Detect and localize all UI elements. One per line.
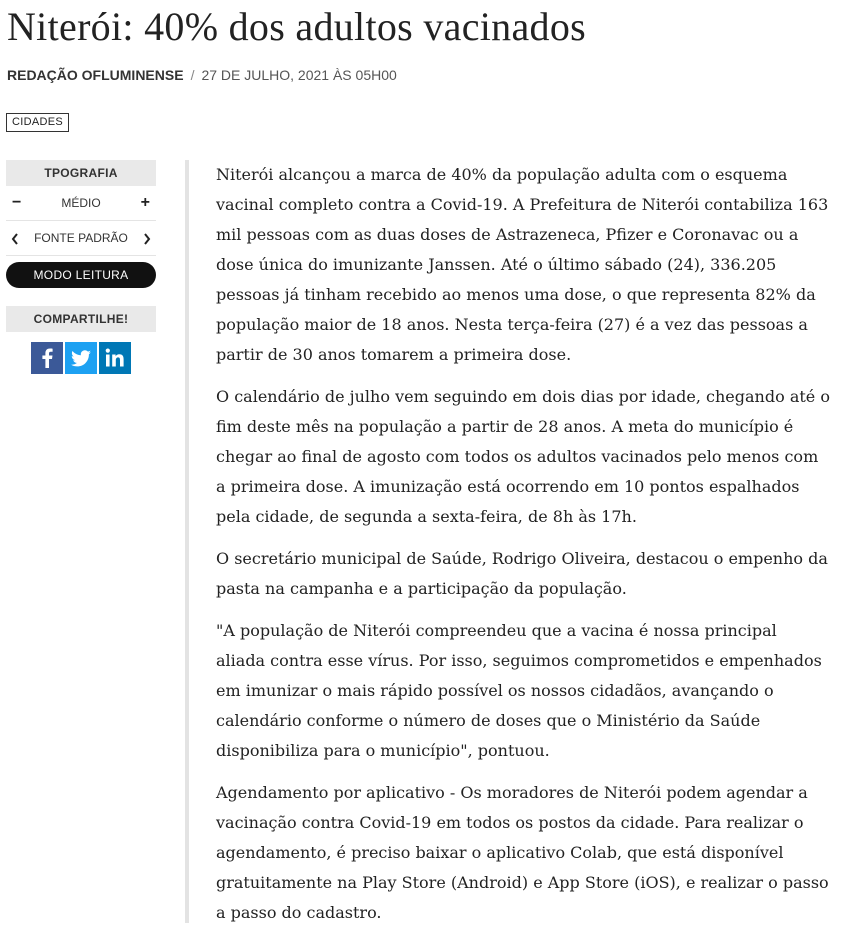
twitter-icon [65, 342, 97, 374]
chevron-right-icon [143, 233, 151, 245]
font-family-value: FONTE PADRÃO [34, 231, 128, 245]
article-paragraph: Niterói alcançou a marca de 40% da população adulta com o esquema vacinal completo contra a Covid-19. A Prefeitura de Niterói contabiliza 163 mil pessoas com as duas doses de Astrazeneca, Pfizer e Coronavac ou a dose única do imunizante Janssen. Até o último sábado (24), 336.205 pessoas já tinham recebido ao menos uma dose, o que representa 82% da população maior de 18 anos. Nesta terça-feira (27) é a vez das pessoas a partir de 30 anos tomarem a primeira dose. [216, 165, 829, 364]
font-size-decrease-button[interactable]: − [12, 194, 22, 211]
facebook-share-button[interactable] [31, 342, 63, 374]
font-size-increase-button[interactable]: + [140, 194, 150, 211]
font-prev-button[interactable] [11, 221, 19, 255]
font-next-button[interactable] [143, 221, 151, 255]
column-divider [185, 160, 189, 923]
article-body [216, 160, 830, 940]
category-tag[interactable]: CIDADES [6, 113, 69, 132]
typography-header: TPOGRAFIA [6, 160, 156, 186]
font-size-value: MÉDIO [61, 196, 101, 210]
font-family-control [6, 221, 156, 256]
article-paragraph: O secretário municipal de Saúde, Rodrigo Oliveira, destacou o empenho da pasta na campanha e a participação da população. [216, 549, 828, 598]
byline-separator: / [190, 67, 195, 83]
reading-mode-button[interactable]: MODO LEITURA [6, 262, 156, 288]
social-share-buttons [6, 342, 156, 374]
facebook-icon [31, 342, 63, 374]
linkedin-icon [99, 342, 131, 374]
font-size-control [6, 186, 156, 221]
byline [7, 66, 397, 84]
article-title: Niterói: 40% dos adultos vacinados [7, 4, 586, 49]
article-paragraph: O calendário de julho vem seguindo em dois dias por idade, chegando até o fim deste mês na população a partir de 28 anos. A meta do município é chegar ao final de agosto com todos os adultos vacinados pelo menos com a primeira dose. A imunização está ocorrendo em 10 pontos espalhados pela cidade, de segunda a sexta-feira, de 8h às 17h. [216, 387, 830, 526]
author-link[interactable]: REDAÇÃO OFLUMINENSE [7, 67, 184, 83]
article-paragraph: "A população de Niterói compreendeu que a vacina é nossa principal aliada contra esse vírus. Por isso, seguimos comprometidos e empenhados em imunizar o mais rápido possível os nossos cidadãos, avançando o calendário conforme o número de doses que o Ministério da Saúde disponibiliza para o município", pontuou. [216, 621, 822, 760]
twitter-share-button[interactable] [65, 342, 97, 374]
chevron-left-icon [11, 233, 19, 245]
sidebar [6, 160, 156, 374]
linkedin-share-button[interactable] [99, 342, 131, 374]
publish-date: 27 DE JULHO, 2021 ÀS 05H00 [201, 67, 397, 83]
share-header: COMPARTILHE! [6, 306, 156, 332]
article-paragraph: Agendamento por aplicativo - Os moradores de Niterói podem agendar a vacinação contra Covid-19 em todos os postos da cidade. Para realizar o agendamento, é preciso baixar o aplicativo Colab, que está disponível gratuitamente na Play Store (Android) e App Store (iOS), e realizar o passo a passo do cadastro. [216, 783, 829, 922]
